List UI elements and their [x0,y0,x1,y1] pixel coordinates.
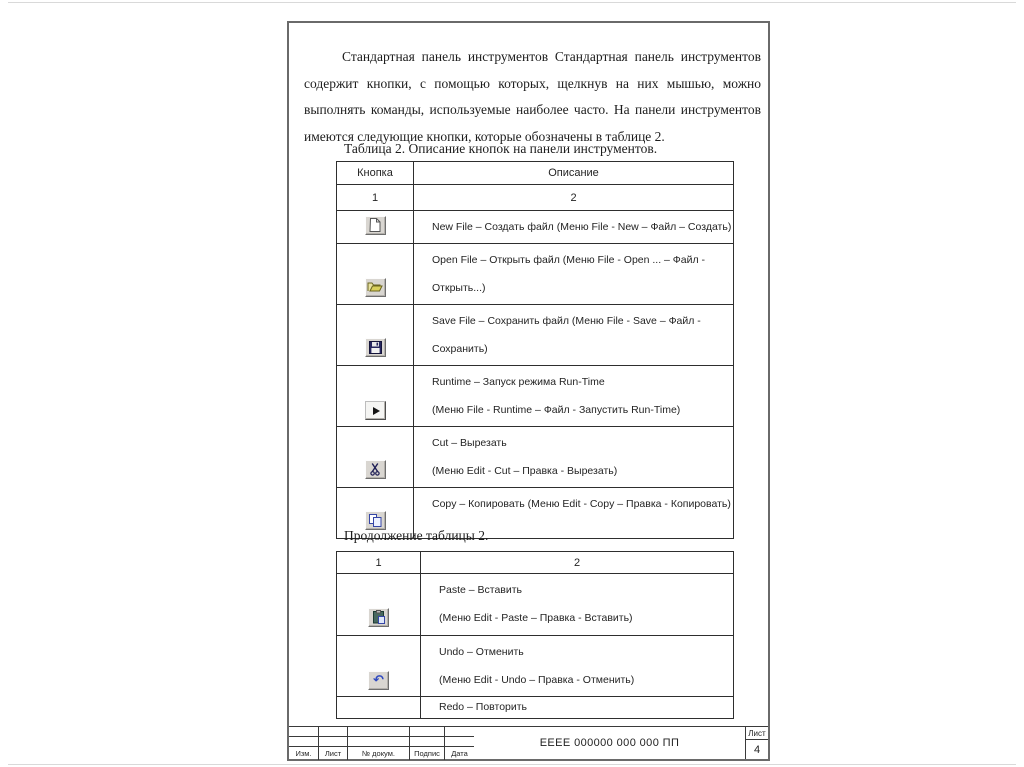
table-row-open-file [337,244,734,305]
row-description: (Меню Edit - Paste – Правка - Вставить) [439,612,633,624]
save-icon [365,338,386,357]
row-description: Открыть...) [432,282,486,294]
row-description: Open File – Открыть файл (Меню File - Open ... – Файл - [432,254,706,266]
titleblock-col-docnum: № докум. [348,747,410,760]
table-header-row [337,162,734,185]
new-file-icon [365,216,386,235]
column-number: 2 [414,185,734,211]
table-number-row [337,552,734,574]
row-description: Cut – Вырезать [432,437,507,449]
table-row-runtime [337,366,734,427]
table-caption: Таблица 2. Описание кнопок на панели инструментов. [344,141,658,156]
row-description: Undo – Отменить [439,646,524,658]
slide-top-edge [8,2,1016,3]
table-row-new-file [337,211,734,244]
column-header-description: Описание [414,162,734,185]
slide-bottom-edge [8,764,1016,765]
table-number-row [337,185,734,211]
titleblock-document-code: ЕЕЕЕ 000000 000 000 ПП [474,726,745,759]
titleblock-sheet-box [745,726,768,759]
open-folder-icon [365,278,386,297]
titleblock-col-izm: Изм. [289,747,319,760]
toolbar-buttons-table-continued [336,551,734,719]
row-description: (Меню Edit - Undo – Правка - Отменить) [439,674,635,686]
sheet-number: 4 [753,743,761,756]
row-description: New File – Создать файл (Меню File - New – Файл – Создать) [432,221,732,233]
cut-scissors-icon [365,460,386,479]
row-description: Сохранить) [432,343,488,355]
column-number: 2 [421,552,734,574]
table-row-undo [337,636,734,697]
row-description: Redo – Повторить [439,701,528,713]
table-row-save-file [337,305,734,366]
row-description: (Меню Edit - Cut – Правка - Вырезать) [432,465,618,477]
row-description: Runtime – Запуск режима Run-Time [432,376,605,388]
toolbar-buttons-table [336,161,734,539]
row-description: Paste – Вставить [439,584,523,596]
row-description: (Меню File - Runtime – Файл - Запустить Run-Time) [432,404,681,416]
column-number: 1 [337,552,421,574]
table-row-cut [337,427,734,488]
column-number: 1 [337,185,414,211]
intro-paragraph: Стандартная панель инструментов Стандартная панель инструментов содержит кнопки, с помощью которых, щелкнув на них мышью, можно выполнять команды, используемые наиболее часто. На панели инструментов имеются следующие кнопки, которые обозначены в таблице 2. [304,49,761,144]
sheet-label: Лист [746,727,768,740]
table-row-paste [337,574,734,636]
table-continuation-caption: Продолжение таблицы 2. [344,528,489,543]
titleblock-col-list: Лист [319,747,348,760]
undo-icon: ↶ [368,671,389,690]
titleblock-revision-grid [289,726,474,759]
table-row-redo [337,697,734,719]
paste-icon [368,608,389,627]
row-description: Save File – Сохранить файл (Меню File - Save – Файл - [432,315,701,327]
column-header-button: Кнопка [337,162,414,185]
titleblock-col-data: Дата [451,749,468,758]
row-description: Copy – Копировать (Меню Edit - Copy – Правка - Копировать) [432,498,731,510]
titleblock-col-podpis: Подпис [410,747,445,760]
run-play-icon [365,401,386,420]
